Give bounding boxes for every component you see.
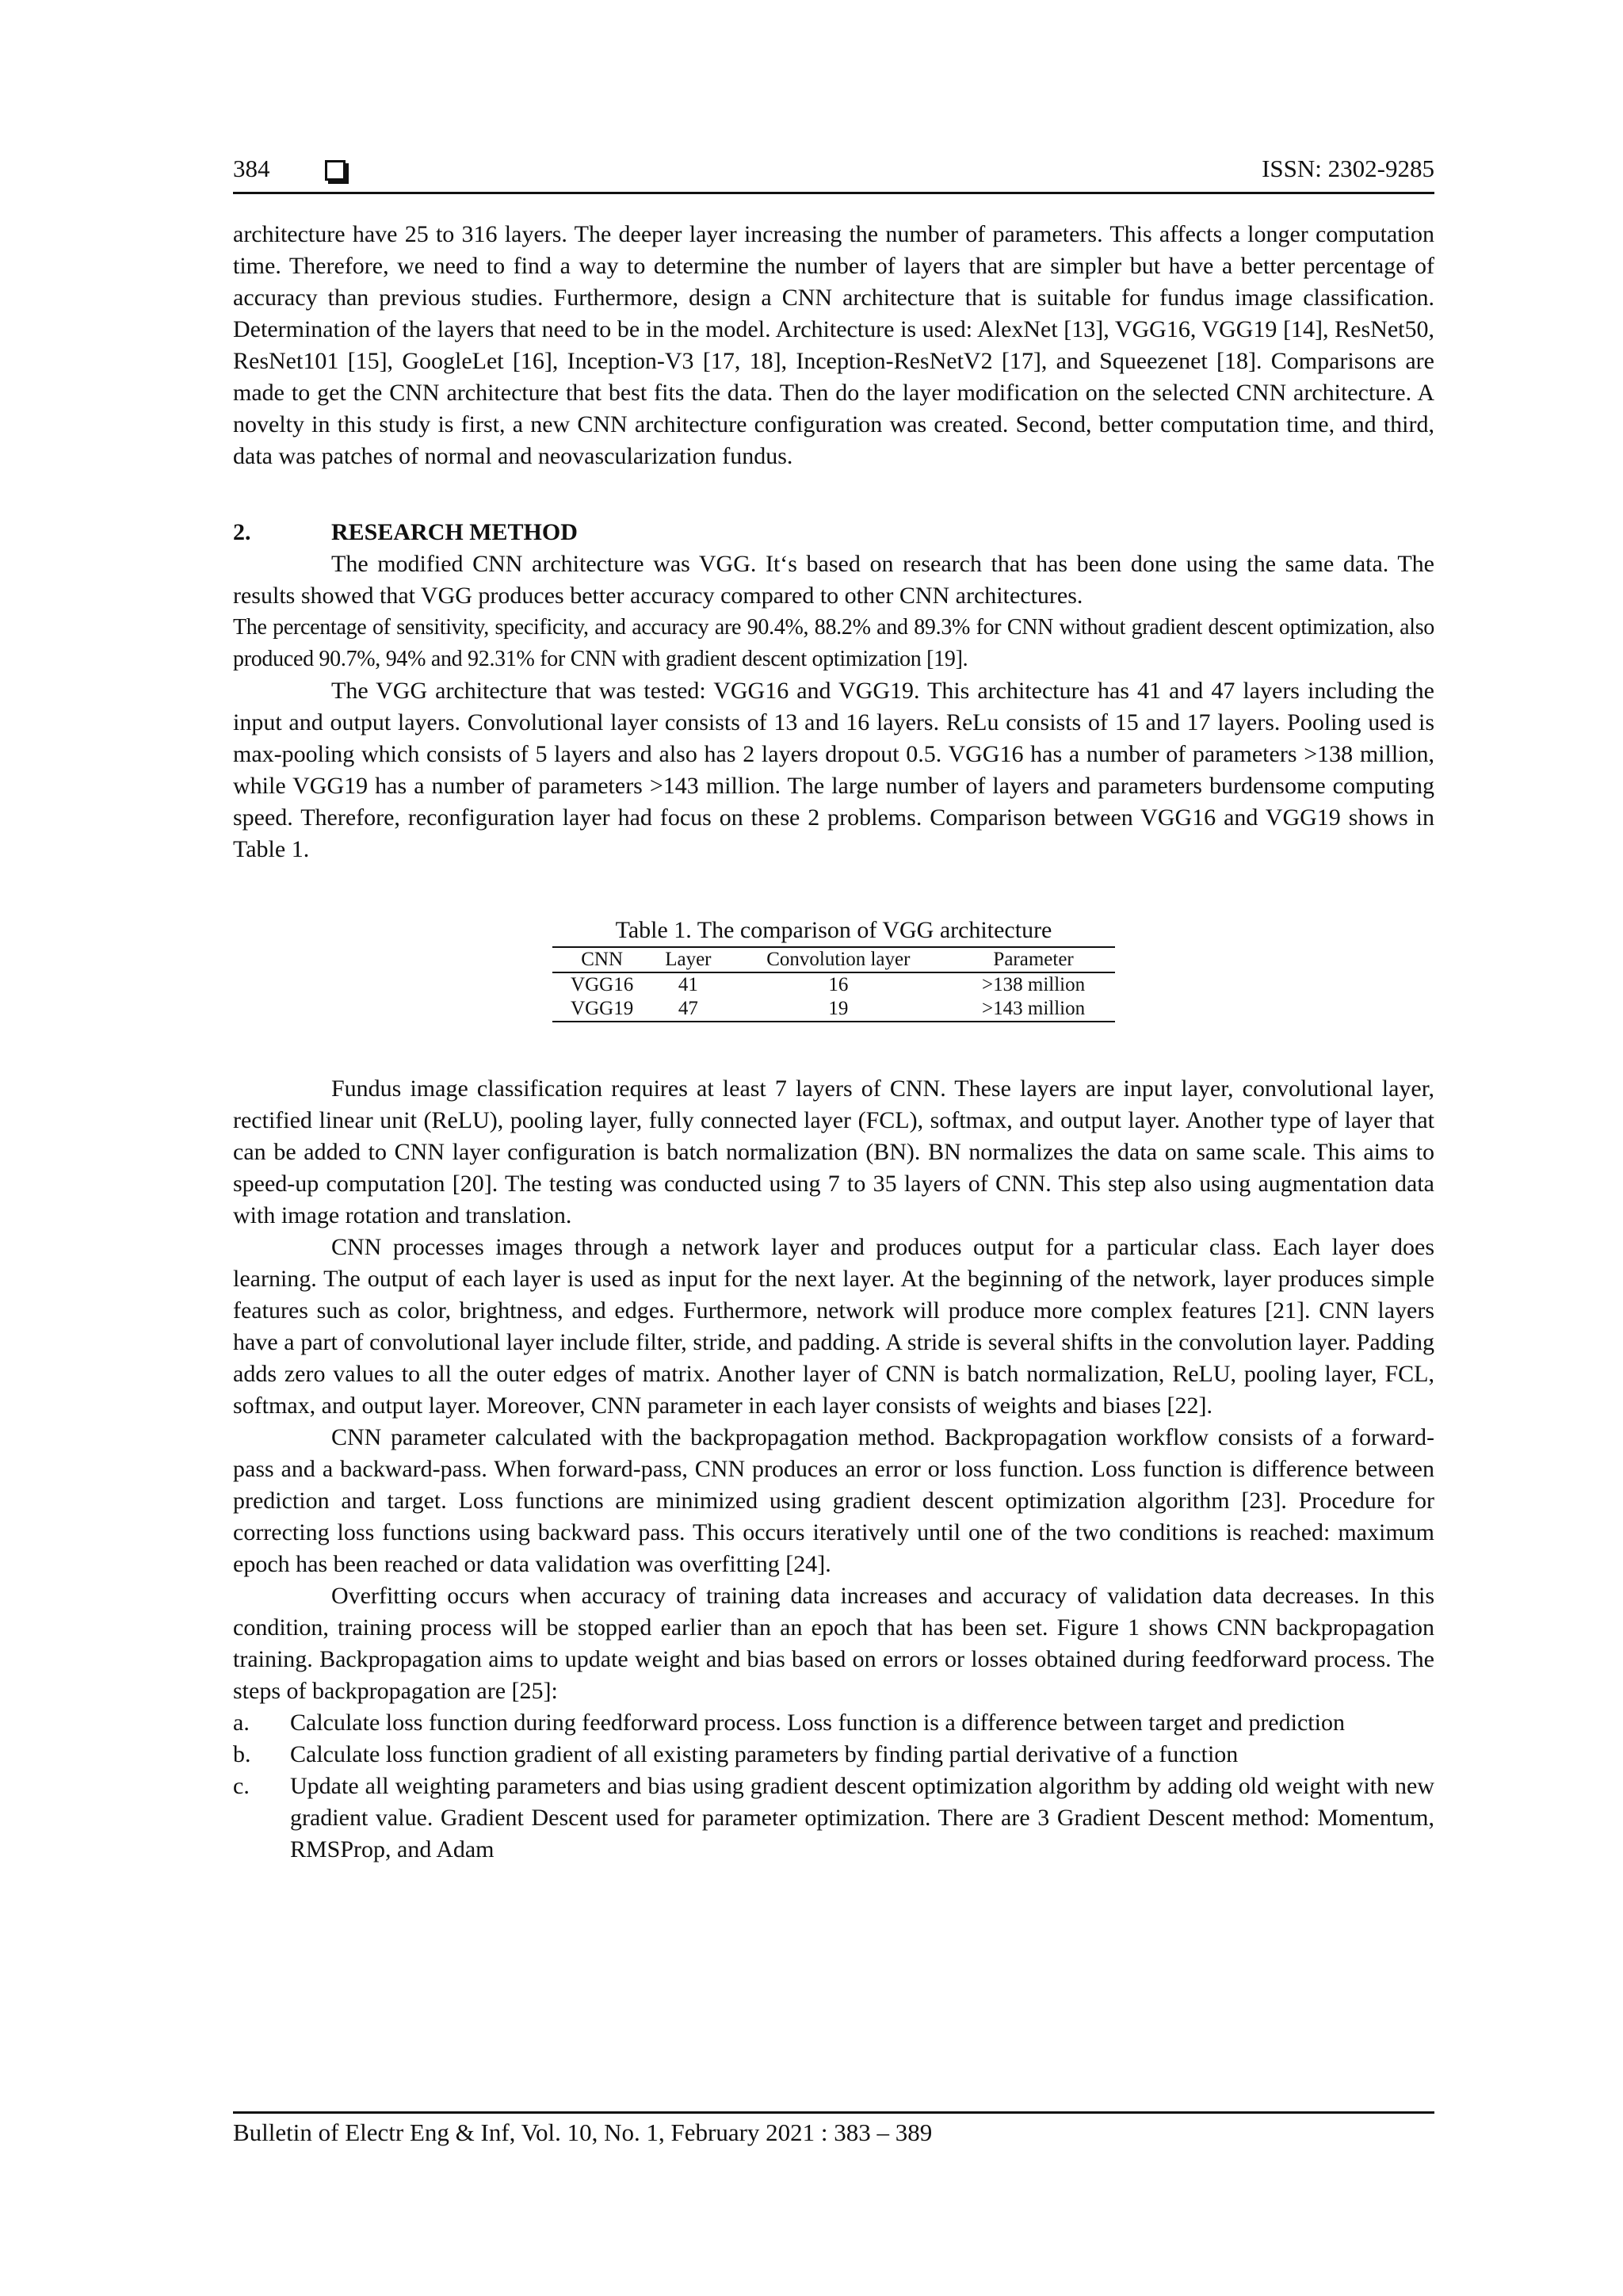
checkbox-square-icon: [325, 160, 346, 181]
header-rule: [233, 192, 1434, 194]
table-row: [552, 997, 1115, 1022]
paragraph-method-1b: The percentage of sensitivity, specificity, and accuracy are 90.4%, 88.2% and 89.3% for CNN without gradient descent optimization, also produced 90.7%, 94% and 92.31% for CNN with gradient descent optimization [19].: [233, 615, 1434, 671]
paragraph-overfitting: Overfitting occurs when accuracy of training data increases and accuracy of validation data decreases. In this condition, training process will be stopped earlier than an epoch that has been set. Figure 1 shows CNN backpropagation training. Backpropagation aims to update weight and bias based on errors or losses obtained during feedforward process. The steps of backpropagation are [25]:: [233, 1583, 1434, 1704]
list-item: [233, 1739, 1434, 1771]
issn-label: ISSN: 2302-9285: [1262, 155, 1434, 182]
paragraph-intro: architecture have 25 to 316 layers. The deeper layer increasing the number of parameters. This affects a longer computation time. Therefore, we need to find a way to determine the number of layers that are simpler but have a better percentage of accuracy than previous studies. Furthermore, design a CNN architecture that is suitable for fundus image classification. Determination of the layers that need to be in the model. Architecture is used: AlexNet [13], VGG16, VGG19 [14], ResNet50, ResNet101 [15], GoogleLet [16], Inception-V3 [17, 18], Inception-ResNetV2 [17], and Squeezenet [18]. Comparisons are made to get the CNN architecture that best fits the data. Then do the layer modification on the selected CNN architecture. A novelty in this study is first, a new CNN architecture configuration was created. Second, better computation time, and third, data was patches of normal and neovascularization fundus.: [233, 221, 1434, 469]
table-cell: >143 million: [982, 998, 1086, 1019]
list-item: [233, 1771, 1434, 1866]
list-text: Update all weighting parameters and bias using gradient descent optimization algorithm by adding old weight with new gradient value. Gradient Descent used for parameter optimization. There are 3 Gradient Descent method: Momentum, RMSProp, and Adam: [290, 1773, 1434, 1862]
table-cell: VGG16: [571, 974, 634, 995]
column-header: Convolution layer: [766, 949, 911, 970]
page-number: 384: [233, 155, 270, 182]
list-text: Calculate loss function during feedforward process. Loss function is a difference between target and prediction: [290, 1710, 1345, 1736]
list-marker: b.: [233, 1741, 251, 1767]
table-cell: 19: [828, 998, 849, 1019]
table-cell: 16: [828, 974, 849, 995]
section-heading: [233, 517, 1434, 548]
list-item: [233, 1707, 1434, 1739]
footer-rule: [233, 2111, 1434, 2114]
column-header: Layer: [665, 949, 712, 970]
running-header: [233, 155, 1434, 193]
table-1: [552, 915, 1115, 1022]
table-cell: >138 million: [982, 974, 1086, 995]
section-number: 2.: [233, 519, 251, 545]
column-header: CNN: [581, 949, 624, 970]
list-text: Calculate loss function gradient of all existing parameters by finding partial derivative of a function: [290, 1741, 1239, 1767]
table-cell: 47: [678, 998, 698, 1019]
paragraph-layers: Fundus image classification requires at least 7 layers of CNN. These layers are input layer, convolutional layer, rectified linear unit (ReLU), pooling layer, fully connected layer (FCL), softmax, and output layer. Another type of layer that can be added to CNN layer configuration is batch normalization (BN). BN normalizes the data on same scale. This aims to speed-up computation [20]. The testing was conducted using 7 to 35 layers of CNN. This step also using augmentation data with image rotation and translation.: [233, 1075, 1434, 1228]
list-marker: c.: [233, 1773, 250, 1799]
comparison-table: [552, 946, 1115, 1022]
paragraph-backpropagation: CNN parameter calculated with the backpropagation method. Backpropagation workflow consists of a forward-pass and a backward-pass. When forward-pass, CNN produces an error or loss function. Loss function is difference between prediction and target. Loss functions are minimized using gradient descent optimization algorithm [23]. Procedure for correcting loss functions using backward pass. This occurs iteratively until one of the two conditions is reached: maximum epoch has been reached or data validation was overfitting [24].: [233, 1424, 1434, 1577]
table-caption: Table 1. The comparison of VGG architecture: [615, 917, 1052, 943]
paragraph-cnn-process: CNN processes images through a network layer and produces output for a particular class. Each layer does learning. The output of each layer is used as input for the next layer. At the beginning of the network, layer produces simple features such as color, brightness, and edges. Furthermore, network will produce more complex features [21]. CNN layers have a part of convolutional layer include filter, stride, and padding. A stride is several shifts in the convolution layer. Padding adds zero values to all the outer edges of matrix. Another layer of CNN is batch normalization, ReLU, pooling layer, FCL, softmax, and output layer. Moreover, CNN parameter in each layer consists of weights and biases [22].: [233, 1234, 1434, 1419]
body-text: [233, 219, 1434, 1866]
column-header: Parameter: [993, 949, 1074, 970]
table-row: [552, 972, 1115, 997]
footer-citation: Bulletin of Electr Eng & Inf, Vol. 10, No. 1, February 2021 : 383 – 389: [233, 2118, 933, 2146]
section-title: RESEARCH METHOD: [331, 519, 578, 545]
table-header-row: [552, 947, 1115, 972]
paragraph-method-1a: The modified CNN architecture was VGG. It‘s based on research that has been done using the same data. The results showed that VGG produces better accuracy compared to other CNN architectures.: [233, 551, 1434, 609]
table-cell: 41: [678, 974, 698, 995]
list-marker: a.: [233, 1710, 250, 1736]
paragraph-method-2: The VGG architecture that was tested: VGG16 and VGG19. This architecture has 41 and 47 layers including the input and output layers. Convolutional layer consists of 13 and 16 layers. ReLu consists of 15 and 17 layers. Pooling used is max-pooling which consists of 5 layers and also has 2 layers dropout 0.5. VGG16 has a number of parameters >138 million, while VGG19 has a number of parameters >143 million. The large number of layers and parameters burdensome computing speed. Therefore, reconfiguration layer had focus on these 2 problems. Comparison between VGG16 and VGG19 shows in Table 1.: [233, 678, 1434, 862]
backpropagation-steps: [233, 1707, 1434, 1866]
table-cell: VGG19: [571, 998, 634, 1019]
